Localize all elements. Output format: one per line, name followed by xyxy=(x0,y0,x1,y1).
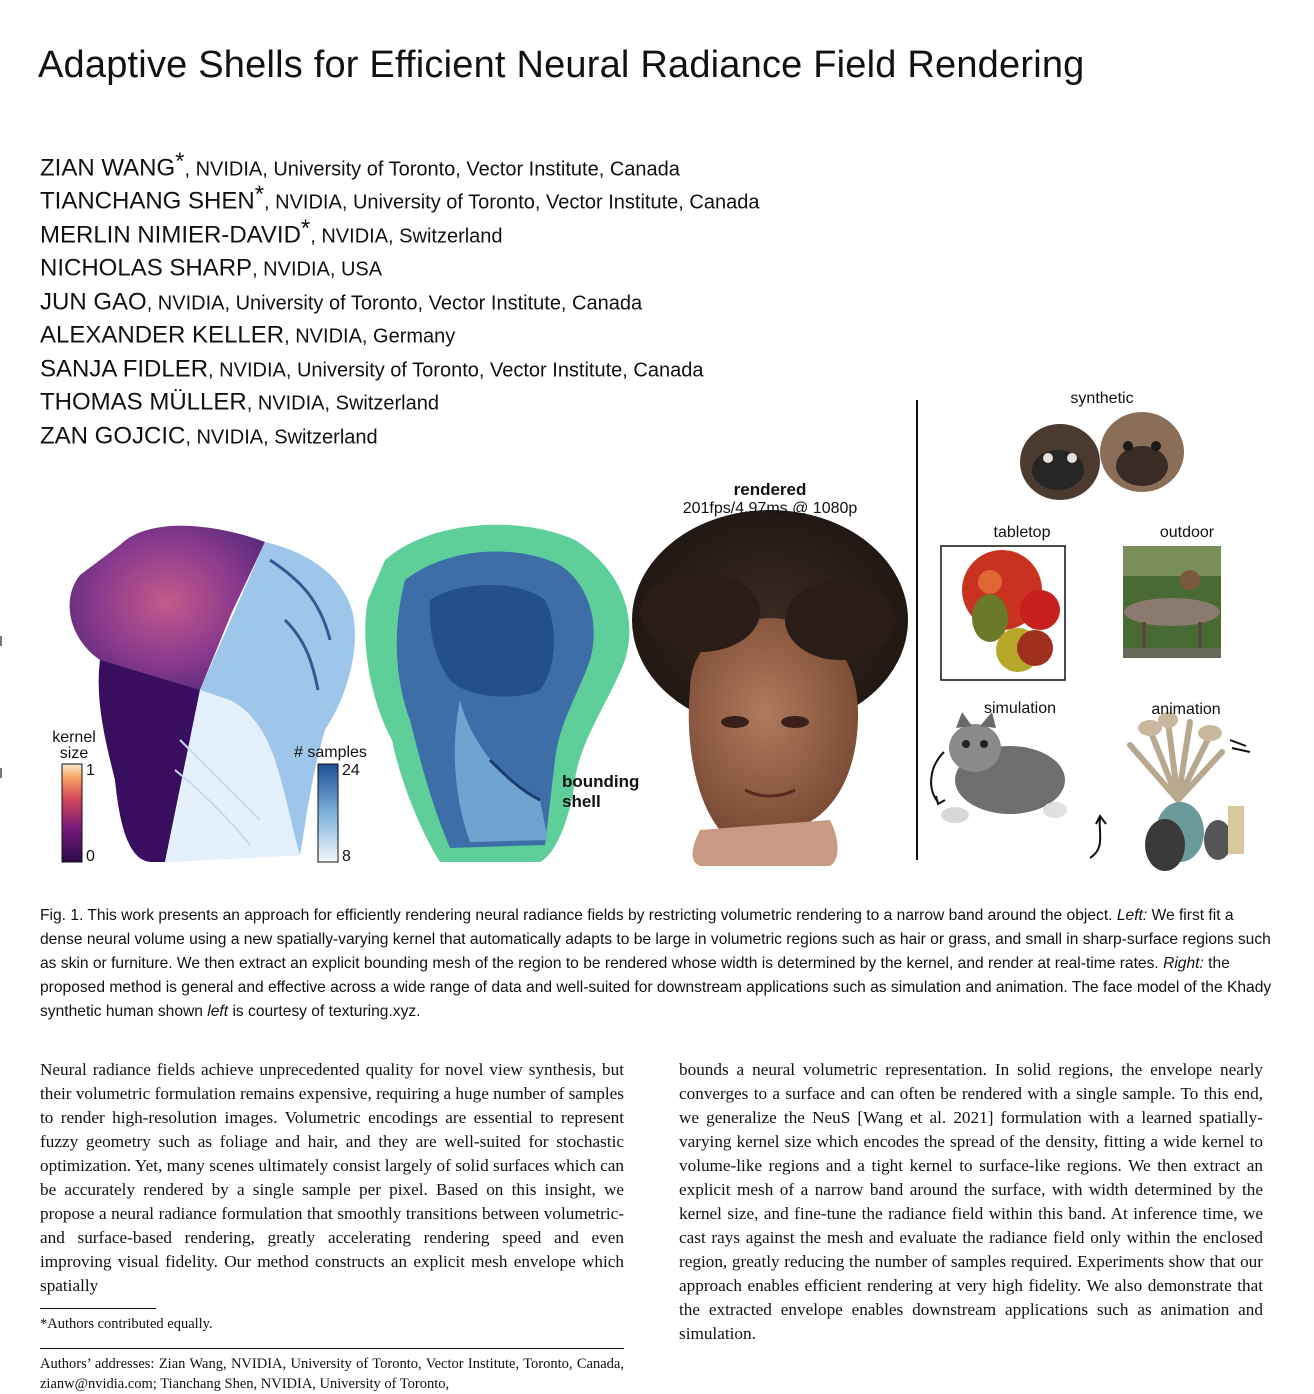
author-line xyxy=(40,349,703,383)
kernel-label-line2: size xyxy=(59,745,89,762)
author-name: JUN GAO xyxy=(40,288,147,316)
teaser-figure xyxy=(0,380,1314,880)
tabletop-label: tabletop xyxy=(993,524,1051,541)
caption-part1: We first fit a dense neural volume using a new spatially-varying kernel that automatically adapts to be large in volumetric regions such as hair or grass, and small in sharp-surface regions such as skin or furniture. We then extract an explicit bounding mesh of the region to be rendered whose width is determined by the kernel, and render at real-time rates. xyxy=(40,907,1271,972)
address-rule xyxy=(40,1348,624,1349)
author-line xyxy=(40,148,680,182)
caption-left-word: left xyxy=(207,1003,229,1020)
figure-caption xyxy=(40,904,1272,1024)
author-affiliation: , NVIDIA, Switzerland xyxy=(310,225,503,248)
author-name: NICHOLAS SHARP xyxy=(40,254,253,282)
caption-right-label: Right: xyxy=(1163,955,1204,972)
rendered-head xyxy=(632,510,908,866)
author-addresses: Authors’ addresses: Zian Wang, NVIDIA, University of Toronto, Vector Institute, Toronto, Canada, zianw@nvidia.com; Tianchang Shen, NVIDIA, University of Toronto, xyxy=(40,1356,624,1392)
kernel-colorbar xyxy=(62,764,82,862)
body-column-left: Neural radiance fields achieve unprecedented quality for novel view synthesis, but their volumetric formulation remains expensive, requiring a huge number of samples to render high-resolution images. Volumetric encodings are essential to represent fuzzy geometry such as foliage and hair, and they are well-suited for stochastic optimization. Yet, many scenes ultimately consist largely of solid surfaces which can be accurately rendered by a single sample per pixel. Based on this insight, we propose a neural radiance formulation that smoothly transitions between volumetric- and surface-based rendering, greatly accelerating rendering speed and even improving visual fidelity. Our method constructs an explicit mesh envelope which spatially xyxy=(40,1060,624,1295)
caption-left-label: Left: xyxy=(1116,907,1148,924)
figure-divider xyxy=(916,400,918,860)
author-affiliation: , NVIDIA, Switzerland xyxy=(185,426,378,449)
author-name: TIANCHANG SHEN xyxy=(40,187,255,215)
rendered-label: rendered xyxy=(733,480,807,499)
author-name: ZIAN WANG xyxy=(40,154,176,182)
author-line xyxy=(40,248,382,282)
author-affiliation: , NVIDIA, University of Toronto, Vector Institute, Canada xyxy=(146,292,643,315)
kernel-min-value: 0 xyxy=(86,848,95,865)
author-line xyxy=(40,315,455,349)
author-line xyxy=(40,215,503,249)
author-affiliation: , NVIDIA, University of Toronto, Vector Institute, Canada xyxy=(264,191,760,214)
author-affiliation: , NVIDIA, University of Toronto, Vector Institute, Canada xyxy=(184,158,680,181)
author-mark: * xyxy=(175,148,185,175)
footnote: *Authors contributed equally. xyxy=(40,1316,213,1332)
simulation-kitten xyxy=(931,712,1106,858)
body-column-right: bounds a neural volumetric representation. In solid regions, the envelope nearly converges to a surface and can often be rendered with a single sample. To this end, we generalize the NeuS [Wang et al. 2021] formulation with a learned spatially-varying kernel size which encodes the spread of the density, fitting a wide kernel to volume-like regions and a tight kernel to surface-like regions. We then extract an explicit mesh of a narrow band around the surface, with width determined by the kernel size, and fine-tune the radiance field within this band. At inference time, we cast rays against the mesh and evaluate the radiance field only within the enclosed region, greatly reducing the number of samples required. Experiments show that our approach enables efficient rendering at very high fidelity. We also demonstrate that the extracted envelope enables downstream applications such as animation and simulation. xyxy=(679,1060,1263,1343)
caption-part3: is courtesy of texturing.xyz. xyxy=(228,1003,421,1020)
author-name: ALEXANDER KELLER xyxy=(40,321,285,349)
author-affiliation: , NVIDIA, Germany xyxy=(284,325,456,348)
kernel-label-line1: kernel xyxy=(52,729,96,746)
author-name: SANJA FIDLER xyxy=(40,355,209,383)
author-affiliation: , NVIDIA, Switzerland xyxy=(246,392,439,415)
bounding-label-line2: shell xyxy=(562,792,601,811)
bounding-shell-label xyxy=(562,772,639,812)
animation-vase xyxy=(1130,712,1250,871)
author-name: THOMAS MÜLLER xyxy=(40,388,247,416)
paper-title: Adaptive Shells for Efficient Neural Radiance Field Rendering xyxy=(38,44,1085,86)
kernel-max-value: 1 xyxy=(86,762,95,779)
rendered-stats: 201fps/4.97ms @ 1080p xyxy=(682,500,858,517)
author-line xyxy=(40,181,759,215)
author-mark: * xyxy=(300,215,311,242)
caption-prefix: Fig. 1. This work presents an approach for efficiently rendering neural radiance fields by restricting volumetric rendering to a narrow band around the object. xyxy=(40,907,1117,924)
samples-label: # samples xyxy=(294,744,367,761)
samples-min-value: 8 xyxy=(342,848,351,865)
author-line xyxy=(40,282,642,316)
synthetic-pug-images xyxy=(1020,412,1184,500)
samples-max-value: 24 xyxy=(342,762,360,779)
author-affiliation: , NVIDIA, USA xyxy=(252,258,383,281)
author-name: ZAN GOJCIC xyxy=(40,422,186,450)
samples-colorbar xyxy=(318,764,338,862)
synthetic-label: synthetic xyxy=(1070,390,1134,407)
footnote-rule xyxy=(40,1308,156,1309)
kernel-size-label xyxy=(48,730,100,762)
caption-part2: the proposed method is general and effective across a wide range of data and well-suited for downstream applications such as simulation and animation. The face model of the Khady synthetic human shown xyxy=(40,955,1272,1020)
outdoor-label: outdoor xyxy=(1159,524,1215,541)
simulation-label: simulation xyxy=(983,700,1057,717)
author-mark: * xyxy=(254,181,265,208)
kernel-size-head xyxy=(70,526,355,862)
author-name: MERLIN NIMIER-DAVID xyxy=(40,221,301,249)
bounding-label-line1: bounding xyxy=(562,772,640,791)
animation-label: animation xyxy=(1151,701,1221,718)
tabletop-image xyxy=(941,546,1065,680)
teaser-figure-art xyxy=(0,380,1314,880)
outdoor-image xyxy=(1123,546,1221,658)
author-affiliation: , NVIDIA, University of Toronto, Vector Institute, Canada xyxy=(208,359,704,382)
